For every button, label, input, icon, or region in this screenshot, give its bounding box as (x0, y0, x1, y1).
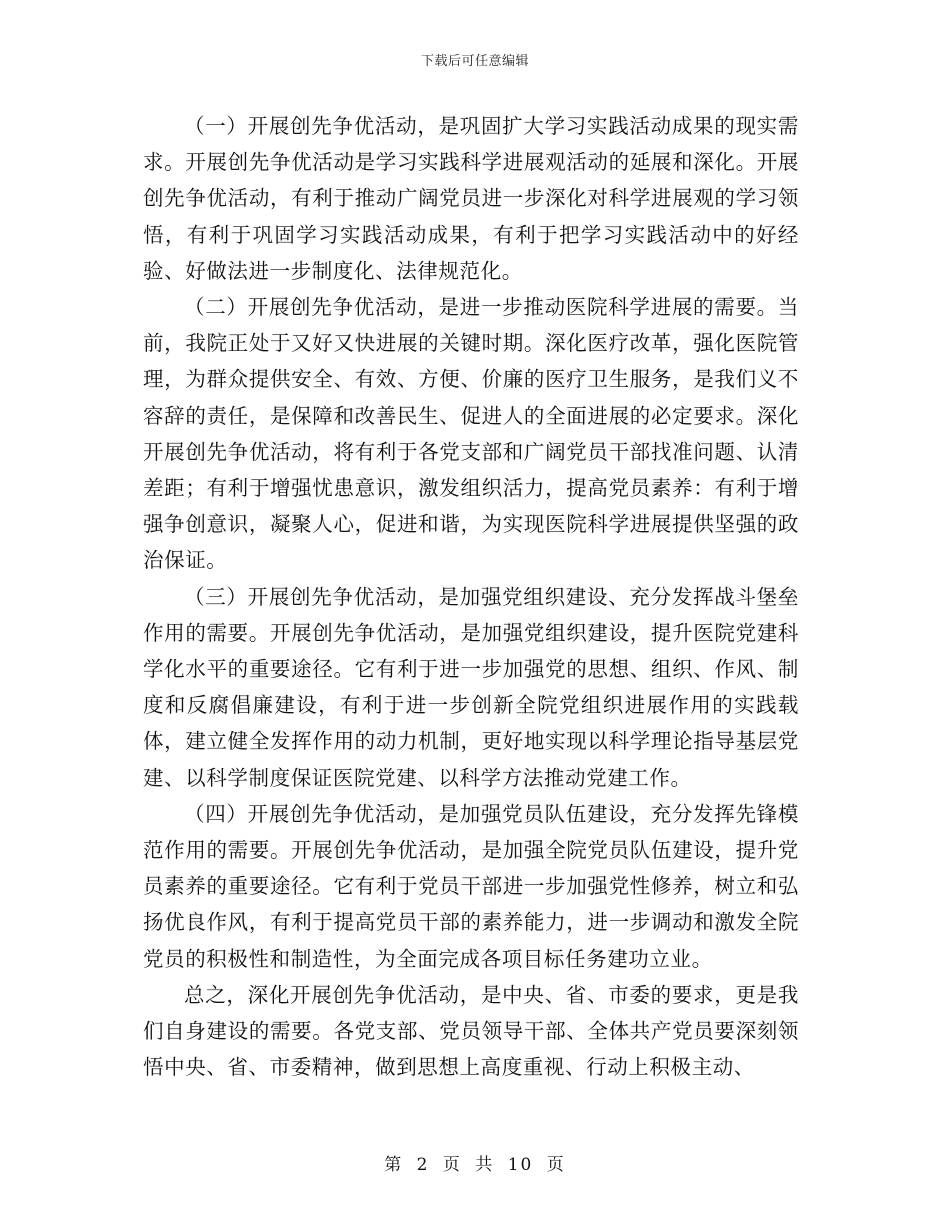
page-number-footer: 第 2 页 共 10 页 (384, 1155, 566, 1175)
page-header-note: 下载后可任意编辑 (420, 54, 529, 69)
document-body (143, 108, 799, 1085)
paragraph-4: （四）开展创先争优活动，是加强党员队伍建设，充分发挥先锋模范作用的需要。开展创先争优活动，是加强全院党员队伍建设，提升党员素养的重要途径。它有利于党员干部进一步加强党性修养，树立和弘扬优良作风，有利于提高党员干部的素养能力，进一步调动和激发全院党员的积极性和制造性，为全面完成各项目标任务建功立业。 (143, 801, 799, 971)
paragraph-3: （三）开展创先争优活动，是加强党组织建设、充分发挥战斗堡垒作用的需要。开展创先争优活动，是加强党组织建设，提升医院党建科学化水平的重要途径。它有利于进一步加强党的思想、组织、作风、制度和反腐倡廉建设，有利于进一步创新全院党组织进展作用的实践载体，建立健全发挥作用的动力机制，更好地实现以科学理论指导基层党建、以科学制度保证医院党建、以科学方法推动党建工作。 (143, 584, 799, 790)
paragraph-2: （二）开展创先争优活动，是进一步推动医院科学进展的需要。当前，我院正处于又好又快进展的关键时期。深化医疗改革，强化医院管理，为群众提供安全、有效、方便、价廉的医疗卫生服务，是我们义不容辞的责任，是保障和改善民生、促进人的全面进展的必定要求。深化开展创先争优活动，将有利于各党支部和广阔党员干部找准问题、认清差距；有利于增强忧患意识，激发组织活力，提高党员素养：有利于增强争创意识，凝聚人心，促进和谐，为实现医院科学进展提供坚强的政治保证。 (143, 295, 799, 573)
paragraph-1: （一）开展创先争优活动，是巩固扩大学习实践活动成果的现实需求。开展创先争优活动是学习实践科学进展观活动的延展和深化。开展创先争优活动，有利于推动广阔党员进一步深化对科学进展观的学习领悟，有利于巩固学习实践活动成果，有利于把学习实践活动中的好经验、好做法进一步制度化、法律规范化。 (143, 114, 799, 283)
paragraph-5: 总之，深化开展创先争优活动，是中央、省、市委的要求，更是我们自身建设的需要。各党支部、党员领导干部、全体共产党员要深刻领悟中央、省、市委精神，做到思想上高度重视、行动上积极主动、 (143, 982, 799, 1080)
